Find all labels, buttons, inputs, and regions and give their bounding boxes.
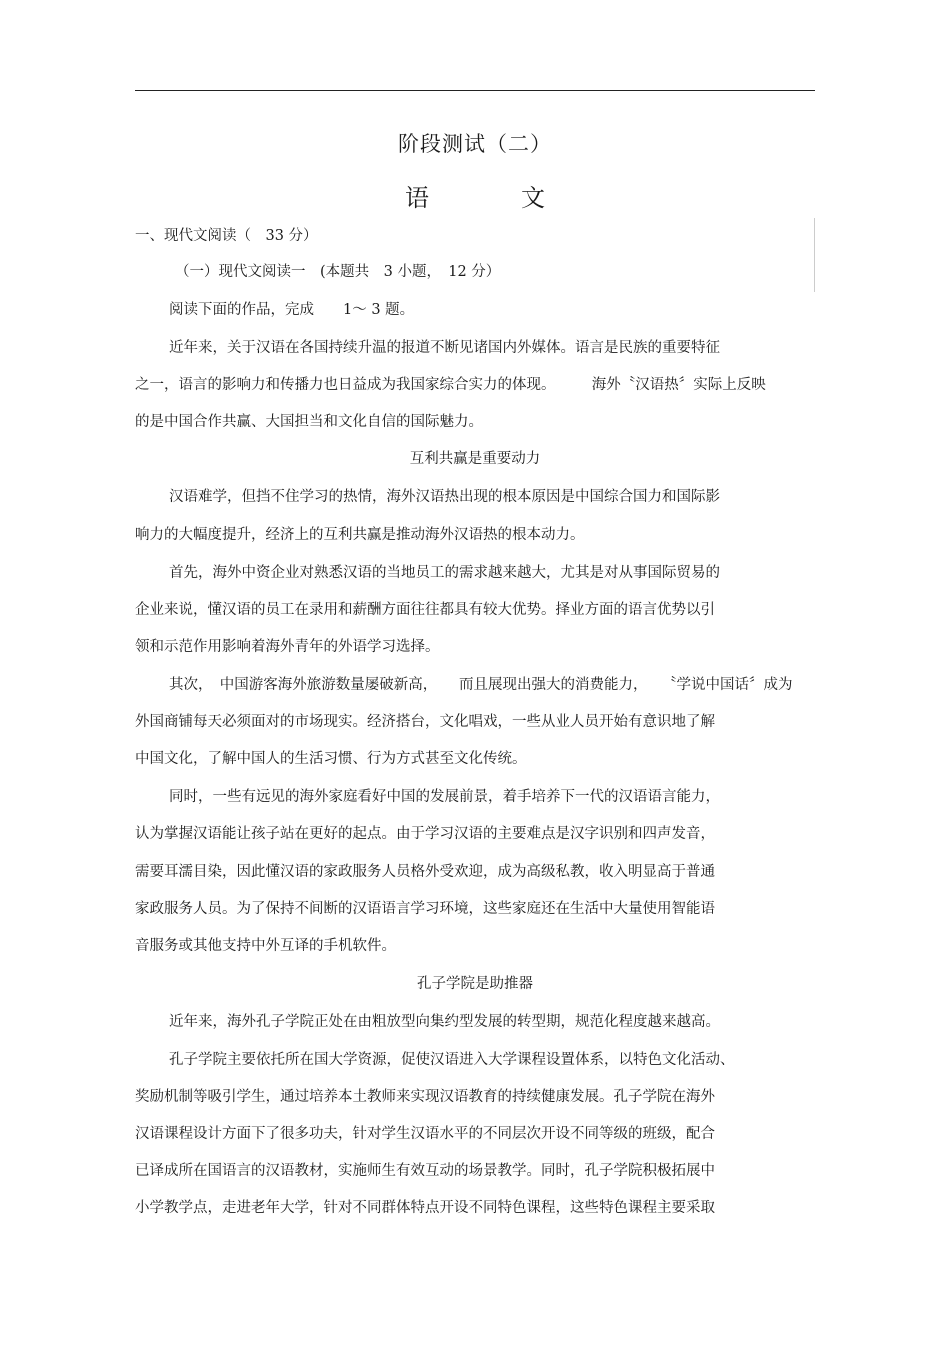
paragraph-line: 外国商铺每天必须面对的市场现实。经济搭台，文化唱戏，一些从业人员开始有意识地了解 xyxy=(135,714,715,730)
paragraph-line: 已译成所在国语言的汉语教材，实施师生有效互动的场景教学。同时，孔子学院积极拓展中 xyxy=(135,1163,715,1179)
subheading: 互利共赢是重要动力 xyxy=(409,451,541,467)
paragraph-line: 孔子学院主要依托所在国大学资源，促使汉语进入大学课程设置体系，以特色文化活动、 xyxy=(169,1052,735,1068)
paragraph-line: 汉语难学，但挡不住学习的热情，海外汉语热出现的根本原因是中国综合国力和国际影 xyxy=(169,489,720,505)
subject-title: 语 文 xyxy=(405,184,579,212)
paragraph-line: 其次， 中国游客海外旅游数量屡破新高， 而且展现出强大的消费能力， 〝学说中国话〞成为 xyxy=(169,677,793,693)
paragraph-line: 中国文化，了解中国人的生活习惯、行为方式甚至文化传统。 xyxy=(135,751,527,767)
paragraph-line: 小学教学点，走进老年大学，针对不同群体特点开设不同特色课程，这些特色课程主要采取 xyxy=(135,1200,715,1216)
subsection-heading: （一）现代文阅读一 (本题共 3 小题， 12 分） xyxy=(175,264,501,280)
paragraph-line: 首先，海外中资企业对熟悉汉语的当地员工的需求越来越大，尤其是对从事国际贸易的 xyxy=(169,565,720,581)
paragraph-line: 领和示范作用影响着海外青年的外语学习选择。 xyxy=(135,639,440,655)
paragraph-line: 需要耳濡目染，因此懂汉语的家政服务人员格外受欢迎，成为高级私教，收入明显高于普通 xyxy=(135,864,715,880)
paragraph-line: 家政服务人员。为了保持不间断的汉语语言学习环境，这些家庭还在生活中大量使用智能语 xyxy=(135,901,715,917)
paragraph-line: 音服务或其他支持中外互译的手机软件。 xyxy=(135,938,396,954)
paragraph-line: 近年来，海外孔子学院正处在由粗放型向集约型发展的转型期，规范化程度越来越高。 xyxy=(169,1014,720,1030)
top-rule xyxy=(135,90,815,91)
section-heading: 一、现代文阅读（ 33 分） xyxy=(135,228,318,244)
paragraph-line: 响力的大幅度提升，经济上的互利共赢是推动海外汉语热的根本动力。 xyxy=(135,527,585,543)
subheading: 孔子学院是助推器 xyxy=(417,976,533,992)
paragraph-line: 奖励机制等吸引学生，通过培养本土教师来实现汉语教育的持续健康发展。孔子学院在海外 xyxy=(135,1089,715,1105)
exam-title: 阶段测试（二） xyxy=(398,132,552,156)
paragraph-line: 汉语课程设计方面下了很多功夫，针对学生汉语水平的不同层次开设不同等级的班级，配合 xyxy=(135,1126,715,1142)
paragraph-line: 认为掌握汉语能让孩子站在更好的起点。由于学习汉语的主要难点是汉字识别和四声发音， xyxy=(135,826,715,842)
paragraph-line: 之一，语言的影响力和传播力也日益成为我国家综合实力的体现。 海外〝汉语热〞实际上反映 xyxy=(135,377,766,393)
paragraph-line: 同时，一些有远见的海外家庭看好中国的发展前景，着手培养下一代的汉语语言能力， xyxy=(169,789,720,805)
paragraph-line: 的是中国合作共赢、大国担当和文化自信的国际魅力。 xyxy=(135,414,483,430)
instruction-line: 阅读下面的作品，完成 1～ 3 题。 xyxy=(169,302,415,318)
paragraph-line: 企业来说，懂汉语的员工在录用和薪酬方面往往都具有较大优势。择业方面的语言优势以引 xyxy=(135,602,715,618)
paragraph-line: 近年来，关于汉语在各国持续升温的报道不断见诸国内外媒体。语言是民族的重要特征 xyxy=(169,340,720,356)
